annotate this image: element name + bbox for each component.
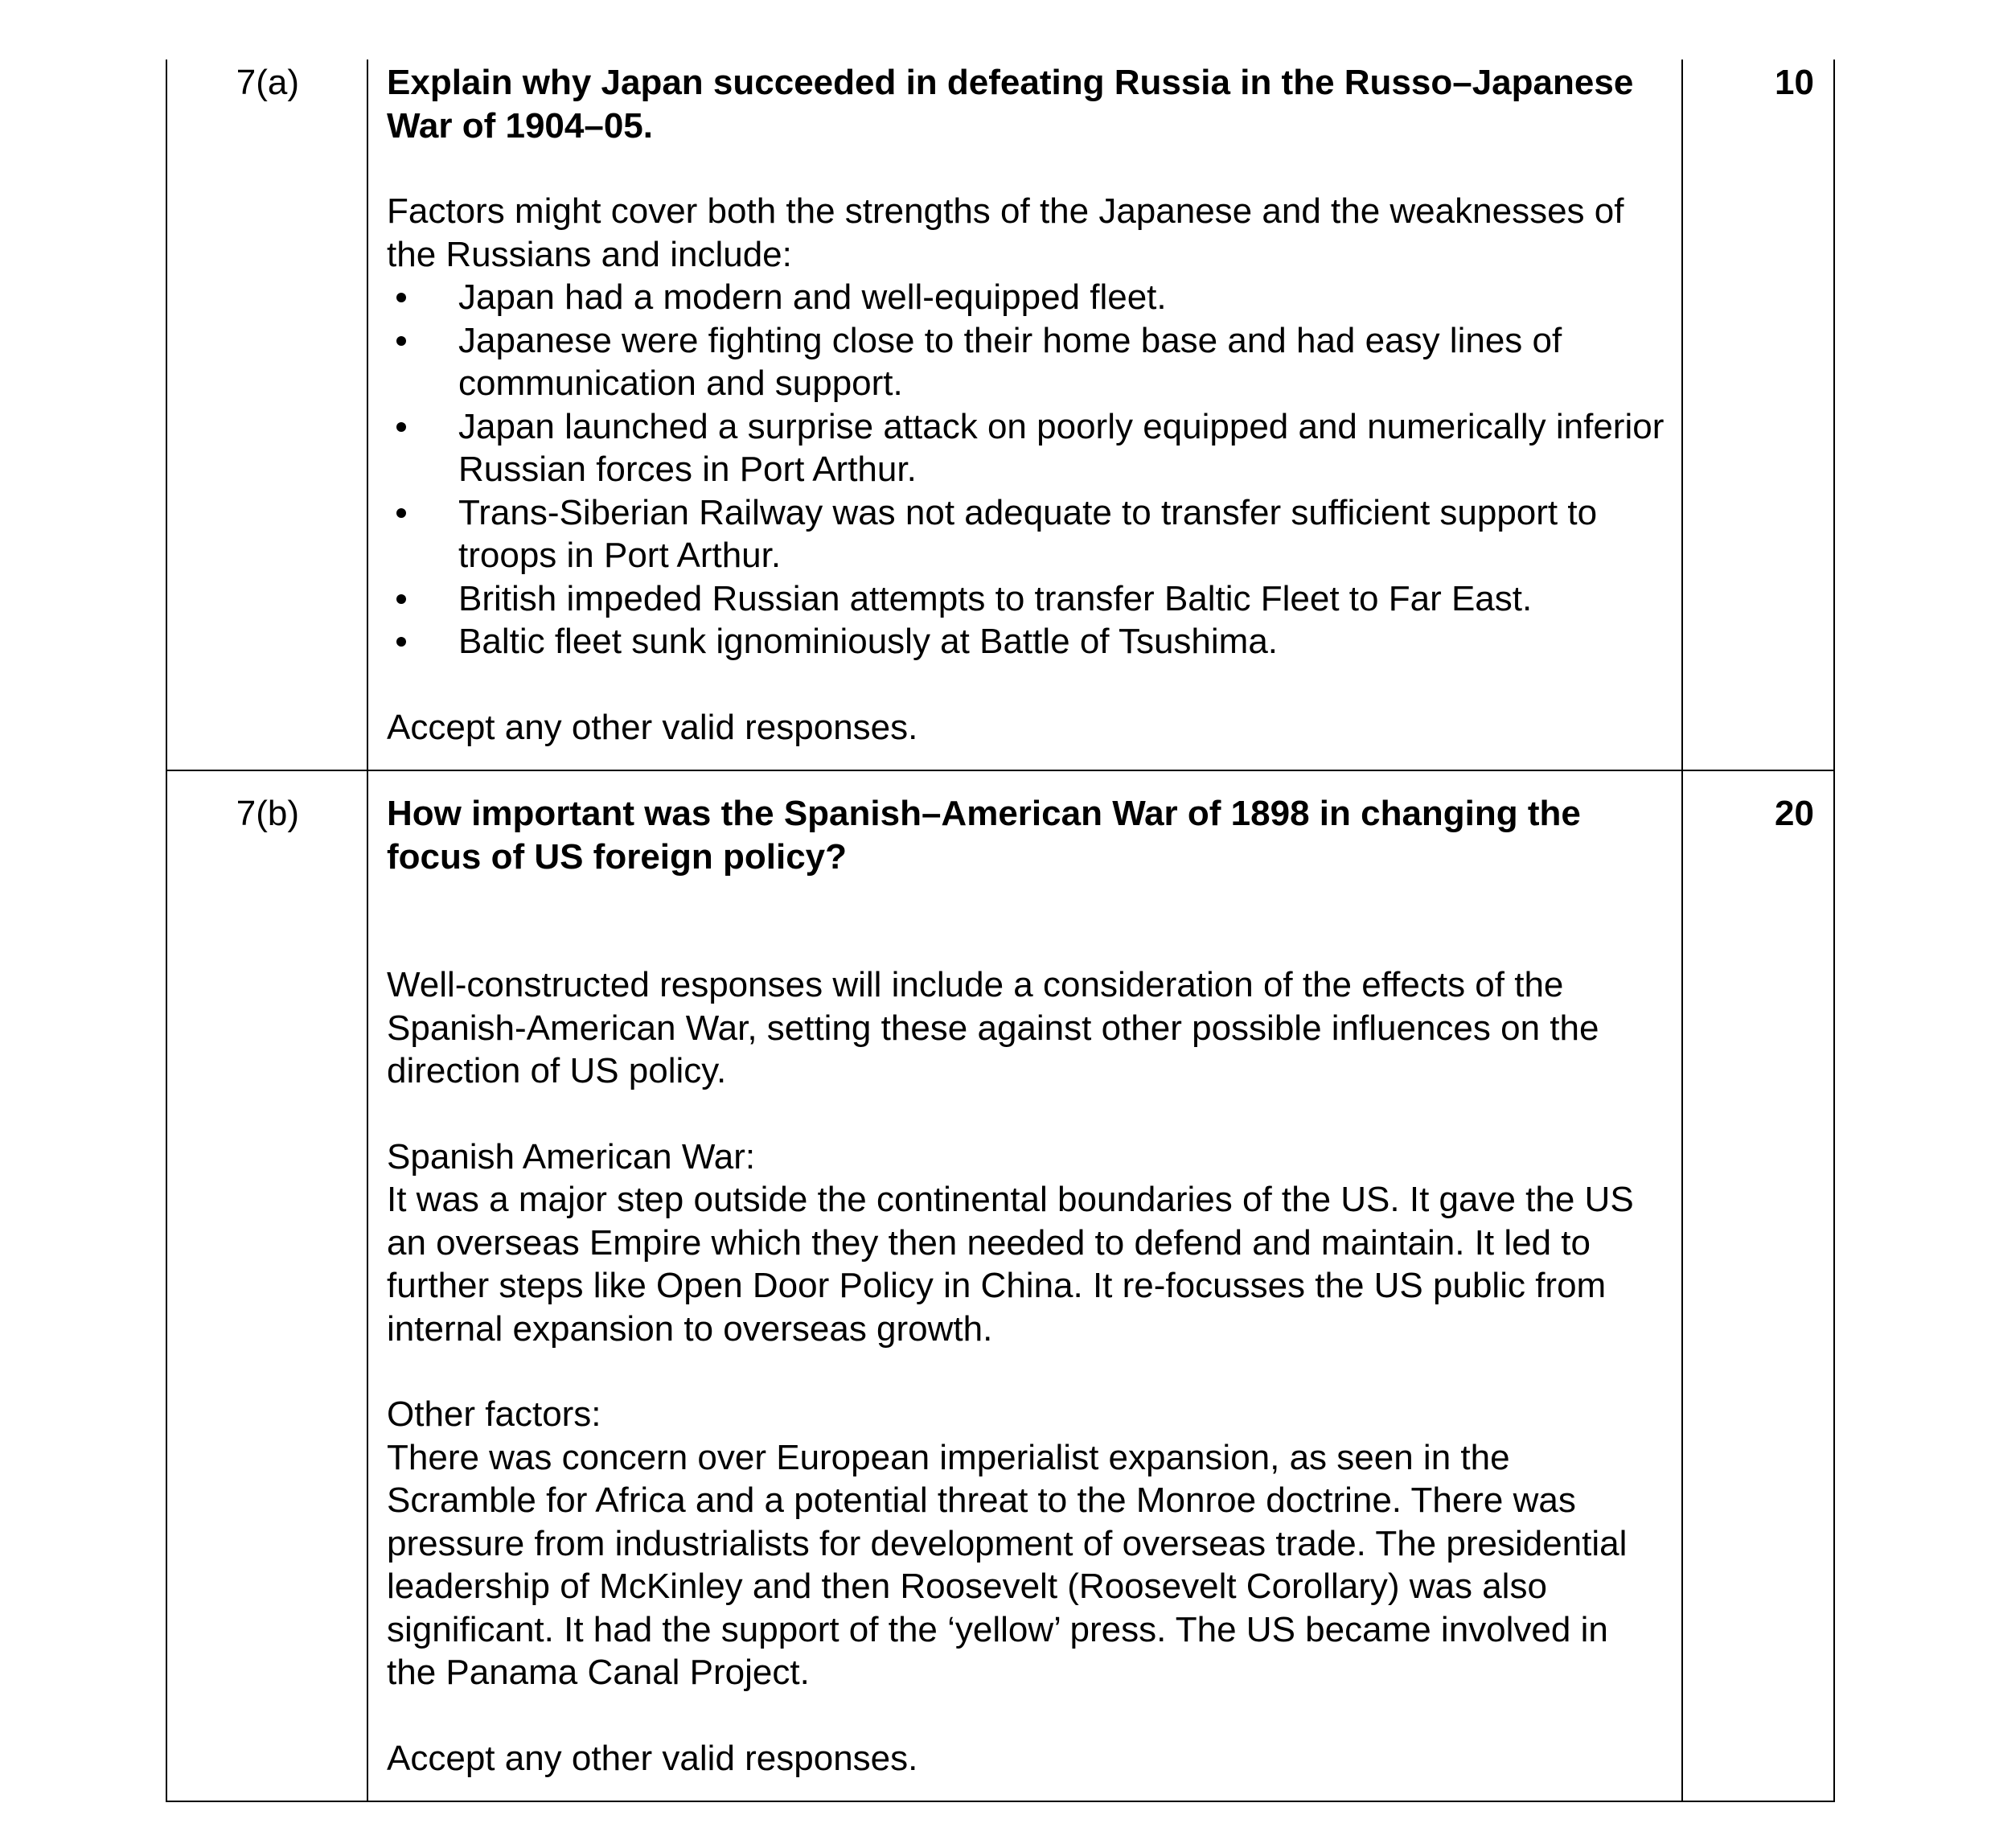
bullet-icon (396, 637, 406, 647)
bullet-icon (396, 594, 406, 604)
list-item (387, 276, 1665, 319)
section-text: It was a major step outside the continental boundaries of the US. It gave the US an overseas Empire which they then needed to defend and maintain. It led to further steps like Open Door Policy in China. It re-focusses the US public from internal expansion to overseas growth. (387, 1180, 1634, 1349)
question-number: 7(a) (166, 60, 367, 770)
list-item-text: Trans-Siberian Railway was not adequate to transfer sufficient support to troops in Port Arthur. (458, 492, 1598, 575)
question-row-7b (166, 770, 1834, 1801)
question-number: 7(b) (166, 770, 367, 1801)
answer-cell (367, 770, 1682, 1801)
answer-closing: Accept any other valid responses. (387, 1738, 918, 1778)
factor-list (387, 276, 1665, 663)
list-item-text: Japan had a modern and well-equipped fleet. (458, 277, 1167, 317)
bullet-icon (396, 508, 406, 518)
list-item-text: Japanese were fighting close to their home base and had easy lines of communication and support. (458, 320, 1562, 403)
bullet-icon (396, 293, 406, 302)
list-item-text: British impeded Russian attempts to transfer Baltic Fleet to Far East. (458, 578, 1533, 618)
list-item (387, 491, 1665, 577)
list-item (387, 319, 1665, 405)
list-item-text: Japan launched a surprise attack on poorly equipped and numerically inferior Russian forces in Port Arthur. (458, 406, 1665, 489)
mark-scheme-table (166, 60, 1835, 1802)
section-text: There was concern over European imperialist expansion, as seen in the Scramble for Africa and a potential threat to the Monroe doctrine. There was pressure from industrialists for development of overseas trade. The presidential leadership of McKinley and then Roosevelt (Roosevelt Corollary) was also significant. It had the support of the ‘yellow’ press. The US became involved in the Panama Canal Project. (387, 1437, 1628, 1692)
marks-value: 10 (1682, 60, 1834, 770)
list-item (387, 577, 1665, 621)
answer-closing: Accept any other valid responses. (387, 707, 918, 747)
bullet-icon (396, 336, 406, 346)
marks-value: 20 (1682, 770, 1834, 1801)
section-heading: Spanish American War: (387, 1136, 756, 1177)
list-item (387, 620, 1665, 663)
bullet-icon (396, 422, 406, 432)
question-row-7a (166, 60, 1834, 770)
question-text: Explain why Japan succeeded in defeating Russia in the Russo–Japanese War of 1904–05. (387, 63, 1634, 146)
answer-intro: Factors might cover both the strengths of the Japanese and the weaknesses of the Russians and include: (387, 191, 1624, 274)
answer-intro: Well-constructed responses will include a consideration of the effects of the Spanish-American War, setting these against other possible influences on the direction of US policy. (387, 965, 1599, 1090)
question-text: How important was the Spanish–American War of 1898 in changing the focus of US foreign policy? (387, 794, 1581, 877)
list-item-text: Baltic fleet sunk ignominiously at Battle of Tsushima. (458, 622, 1279, 661)
list-item (387, 405, 1665, 491)
section-heading: Other factors: (387, 1394, 601, 1434)
answer-cell (367, 60, 1682, 770)
